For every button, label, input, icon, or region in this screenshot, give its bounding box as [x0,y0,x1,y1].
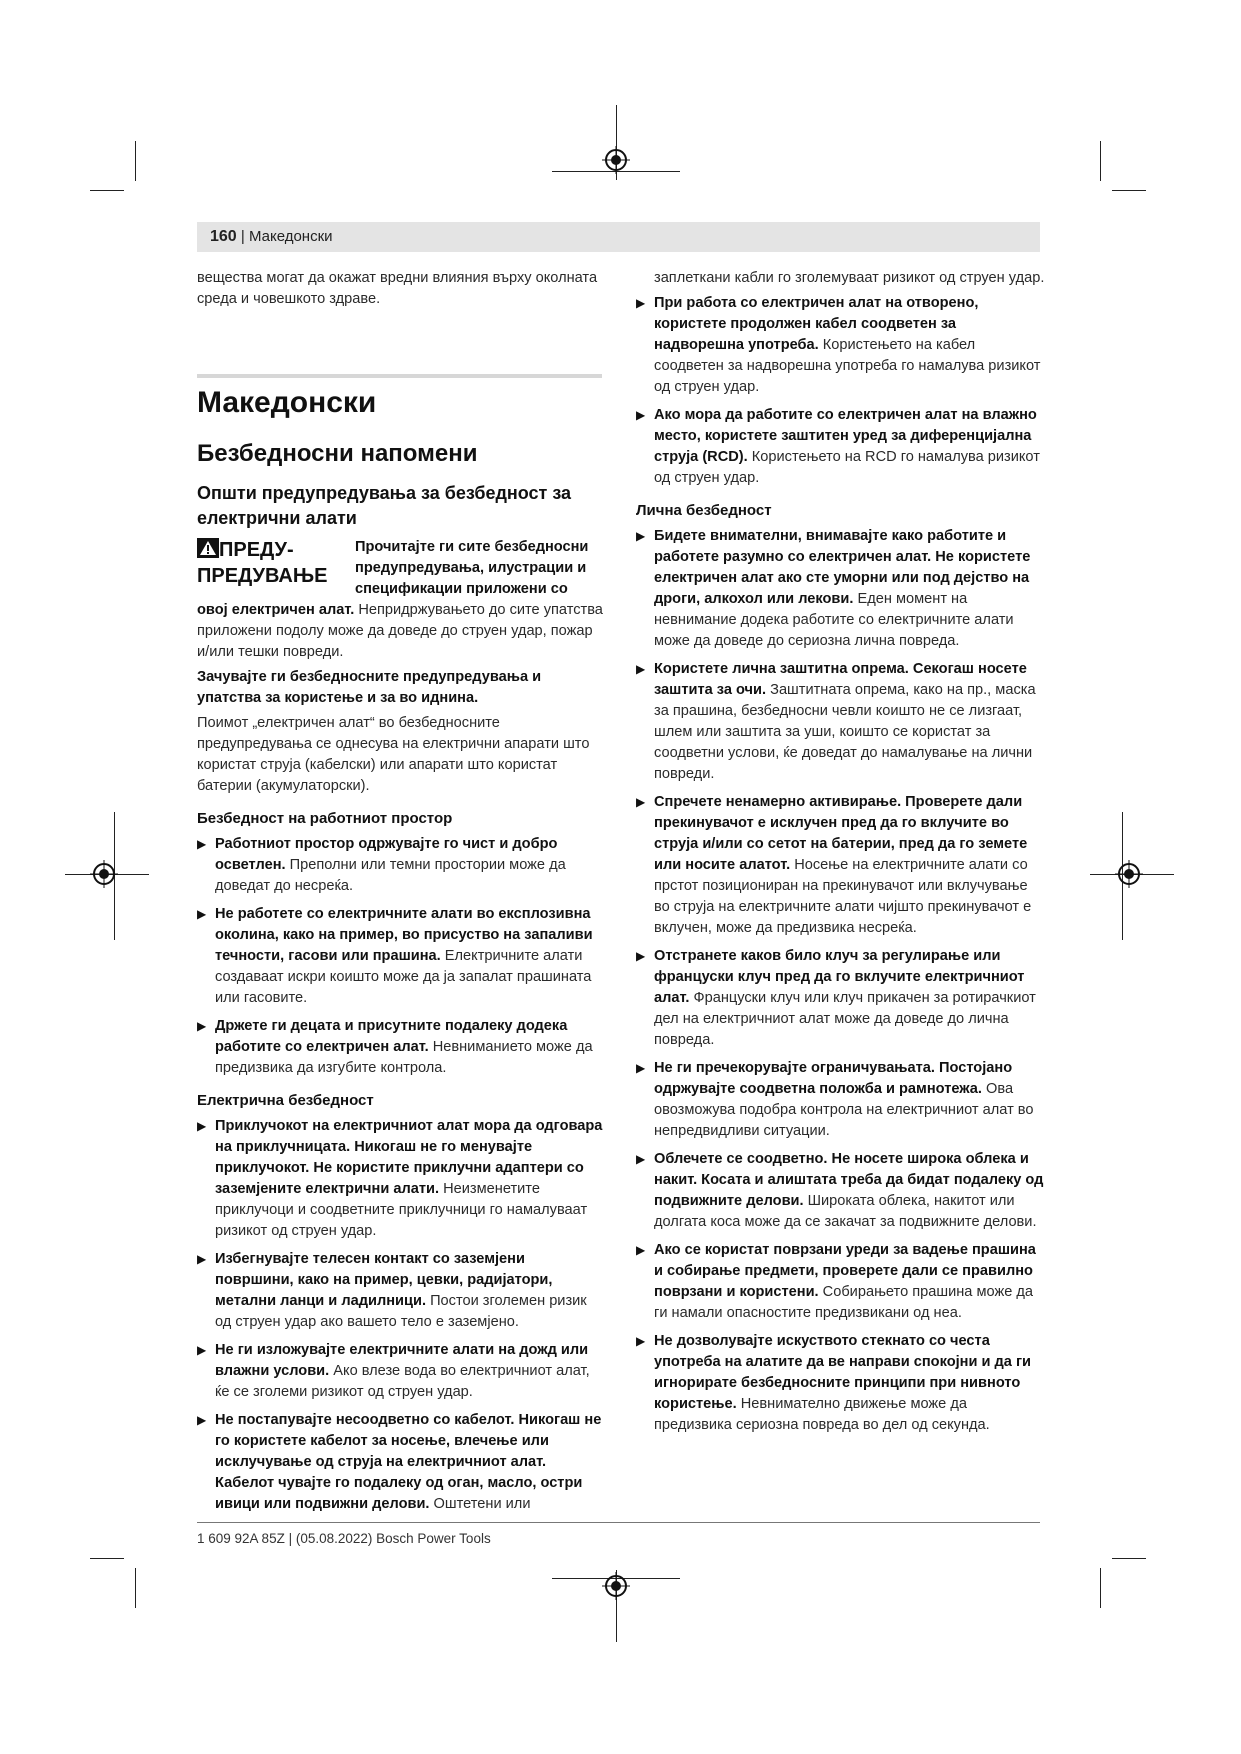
bullet-arrow-icon: ▶ [636,1061,646,1075]
registration-target-icon [602,1572,630,1600]
bullet-item [197,1340,607,1403]
page-number: 160 [210,228,237,245]
crop-mark [1100,141,1101,181]
bullet-arrow-icon: ▶ [636,296,646,310]
bullet-text: Заштитната опрема, како на пр., маска за прашина, безбедносни чевли коишто не се лизгаат, шлем или заштита за уши, коишто се користат за соодветни услови, ќе доведат до намалување на лични повреди. [654,682,1036,782]
electrical-heading: Електрична безбедност [197,1092,374,1109]
bullet-arrow-icon: ▶ [636,1334,646,1348]
warning-bold-text: Прочитајте ги сите безбедносни предупредувања, илустрации и спецификации приложени со [355,539,589,597]
header-separator: | [240,228,249,245]
bullet-text: Невниманието може да предизвика да изгубите контрола. [215,1039,593,1076]
bullet-bold-text: Избегнувајте телесен контакт со заземјени површини, како на пример, цевки, радијатори, метални ланци и ладилници. [215,1251,553,1309]
bullet-text: Користењето на кабел соодветен за надворешна употреба го намалува ризикот од струен удар. [654,337,1041,395]
personal-heading: Лична безбедност [636,502,772,519]
section-title: Безбедносни напомени [197,440,478,467]
bullet-arrow-icon: ▶ [197,1019,207,1033]
bullet-bold-text: Работниот простор одржувајте го чист и добро осветлен. [215,836,558,873]
bullet-item [197,904,607,1009]
bullet-bold-text: Отстранете каков било клуч за регулирање или француски клуч пред да го вклучите електричниот алат. [654,948,1025,1006]
bullet-text: Собирањето прашина може да ги намали опасностите предизвикани од неа. [654,1284,1034,1321]
crop-mark [1112,190,1146,191]
intro-text: вещества могат да окажат вредни влияния върху околната среда и човешкото здраве. [197,270,598,307]
left-column-main [197,385,607,1522]
bullet-arrow-icon: ▶ [636,662,646,676]
warning-triangle-icon [197,538,219,558]
bullet-text: Невнимателно движење може да предизвика сериозна повреда во дел од секунда. [654,1396,990,1433]
bullet-text: Ова овозможува подобра контрола на електричниот алат во непредвидливи ситуации. [654,1081,1034,1139]
work-area-heading: Безбедност на работниот простор [197,810,453,827]
bullet-item [636,659,1046,785]
bullet-text: Француски клуч или клуч прикачен за ротирачкиот дел на електричниот алат може да доведе до лична повреда. [654,990,1036,1048]
bullet-bold-text: При работа со електричен алат на отворено, користете продолжен кабел соодветен за надворешна употреба. [654,295,979,353]
footer-rule [197,1522,1040,1523]
bullet-text: Широката облека, накитот или долгата коса може да се закачат за подвижните делови. [654,1193,1037,1230]
crop-mark [135,141,136,181]
bullet-bold-text: Спречете ненамерно активирање. Проверете дали прекинувачот е исклучен пред да го вклучите во струја и/или со сетот на батерии, пред да го земете или носите алатот. [654,794,1028,873]
warning-label [197,537,347,589]
bullet-bold-text: Облечете се соодветно. Не носете широка облека и накит. Косата и алиштата треба да бидат подалеку од подвижните делови. [654,1151,1044,1209]
bullet-bold-text: Не ги изложувајте електричните алати на дожд или влажни услови. [215,1342,589,1379]
bullet-bold-text: Не ги пречекорувајте ограничувањата. Постојано одржувајте соодветна положба и рамнотежа. [654,1060,1013,1097]
bullet-text: Електричните алати создаваат искри коишто може да ја запалат прашината или гасовите. [215,948,592,1006]
footer: 1 609 92A 85Z | (05.08.2022) Bosch Power Tools [197,1531,491,1546]
registration-target-icon [1115,860,1143,888]
personal-list [636,526,1046,1436]
crop-mark [135,1568,136,1608]
registration-target-icon [602,146,630,174]
bullet-item [197,1016,607,1079]
warning-paragraph: овој електричен алат. Непридржувањето до сите упатства приложени подолу може да доведе до струен удар, пожар и/или тешки повреди. [197,602,603,660]
bullet-item [636,405,1046,489]
crop-mark [1112,1558,1146,1559]
keep-instructions: Зачувајте ги безбедносните предупредувања и упатства за користење и за во иднина. [197,669,542,706]
bullet-item [636,1058,1046,1142]
electrical-more-list [636,293,1046,489]
crop-mark [1100,1568,1101,1608]
crop-mark [90,1558,124,1559]
bullet-item [636,526,1046,652]
bullet-arrow-icon: ▶ [636,949,646,963]
work-area-list [197,834,607,1079]
bullet-text: Неизменетите приклучоци и соодветните приклучници го намалуваат ризикот од струен удар. [215,1181,588,1239]
bullet-arrow-icon: ▶ [197,907,207,921]
bullet-bold-text: Бидете внимателни, внимавајте како работите и работете разумно со електричен алат. Не користете електричен алат ако сте уморни или под дејство на дроги, алкохол или лекови. [654,528,1031,607]
page-title: Македонски [197,386,377,419]
bullet-bold-text: Приклучокот на електричниот алат мора да одговара на приклучницата. Никогаш не го менувајте приклучокот. Не користите приклучни адаптери со заземјените електрични алати. [215,1118,603,1197]
bullet-text: Ако влезе вода во електричниот алат, ќе се зголеми ризикот од струен удар. [215,1363,590,1400]
crop-mark [90,190,124,191]
bullet-arrow-icon: ▶ [636,529,646,543]
bullet-text: Користењето на RCD го намалува ризикот од струен удар. [654,449,1040,486]
registration-target-icon [90,860,118,888]
bullet-text: Носење на електричните алати со прстот позициониран на прекинувачот или вклучување во струја на електричните алати чијшто прекинувачот е вклучен, може да предизвика несреќа. [654,857,1032,936]
electrical-list [197,1116,607,1515]
term-definition: Поимот „електричен алат“ во безбедносните предупредувања се однесува на електрични апарати што користат струја (кабелски) или апарати што користат батерии (акумулаторски). [197,715,590,794]
bullet-item [197,1410,607,1515]
bullet-text: Оштетени или [433,1496,531,1512]
bullet-item [197,1249,607,1333]
header-language: Македонски [248,228,333,245]
left-column [197,268,607,314]
bullet-arrow-icon: ▶ [197,1343,207,1357]
bullet-item [636,1149,1046,1233]
bullet-arrow-icon: ▶ [636,1152,646,1166]
bullet-arrow-icon: ▶ [197,1119,207,1133]
bullet-item [636,1240,1046,1324]
bullet-item [636,1331,1046,1436]
bullet-text: Преполни или темни простории може да доведат до несреќа. [215,857,566,894]
bullet-arrow-icon: ▶ [636,795,646,809]
bullet-arrow-icon: ▶ [636,408,646,422]
continued-text: заплеткани кабли го зголемуваат ризикот од струен удар. [654,270,1045,286]
bullet-bold-text: Користете лична заштитна опрема. Секогаш носете заштита за очи. [654,661,1027,698]
bullet-item [636,293,1046,398]
bullet-text: Еден момент на невнимание додека работите со електричните алати може да доведе до сериозна лична повреда. [654,591,1014,649]
bullet-text: Постои зголемен ризик од струен удар ако вашето тело е заземјено. [215,1293,587,1330]
bullet-arrow-icon: ▶ [636,1243,646,1257]
bullet-arrow-icon: ▶ [197,1252,207,1266]
bullet-bold-text: Ако мора да работите со електричен алат на влажно место, користете заштитен уред за диференцијална струја (RCD). [654,407,1037,465]
bullet-item [197,834,607,897]
bullet-bold-text: Не работете со електричните алати во експлозивна околина, како на пример, во присуство на запаливи течности, гасови или прашина. [215,906,593,964]
subsection-title: Општи предупредувања за безбедност за електрични алати [197,483,572,528]
bullet-item [636,792,1046,939]
bullet-bold-text: Држете ги децата и присутните подалеку додека работите со електричен алат. [215,1018,568,1055]
bullet-bold-text: Не постапувајте несоодветно со кабелот. Никогаш не го користете кабелот за носење, влечење или исклучување од струја на електричниот алат. Кабелот чувајте го подалеку од оган, масло, остри ивици или подвижни делови. [215,1412,602,1512]
warning-label-line-2: ПРЕДУВАЊЕ [197,565,328,587]
bullet-item [197,1116,607,1242]
bullet-bold-text: Ако се користат поврзани уреди за вадење прашина и собирање предмети, проверете дали се правилно поврзани и користени. [654,1242,1036,1300]
bullet-arrow-icon: ▶ [197,1413,207,1427]
warning-side-text [355,537,607,600]
page-header [210,228,333,246]
warning-block [197,537,607,663]
bullet-arrow-icon: ▶ [197,837,207,851]
warning-label-line-1: ПРЕДУ- [219,539,294,561]
bullet-bold-text: Не дозволувајте искуството стекнато со честа употреба на алатите да ве направи спокојни и да ги игнорирате безбедносните принципи при нивното користење. [654,1333,1032,1412]
bullet-item [636,946,1046,1051]
right-column [636,268,1046,1443]
section-divider [197,374,602,378]
